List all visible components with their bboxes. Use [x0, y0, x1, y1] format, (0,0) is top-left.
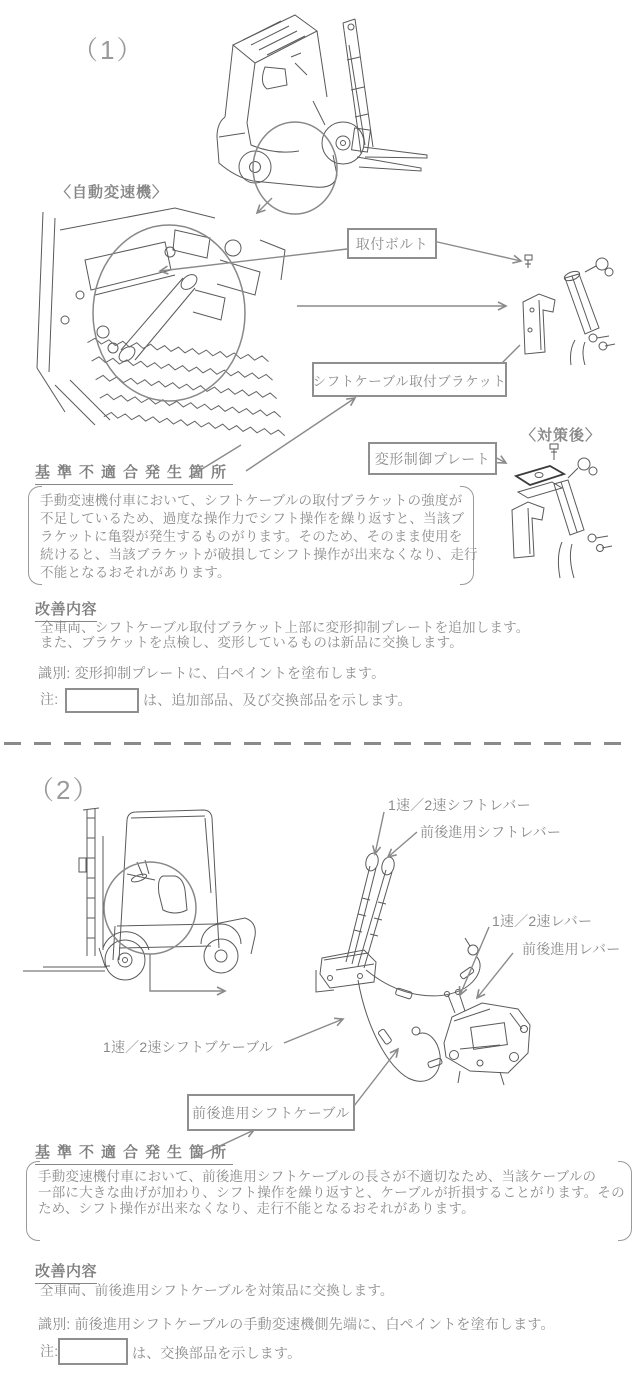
section-1-number: （1）	[72, 35, 145, 65]
forklift-side-view-illustration	[15, 798, 260, 998]
bracket-after-illustration	[498, 438, 618, 583]
automatic-transmission-label: 〈自動変速機〉	[56, 184, 169, 201]
lever-fr-label: 前後進用レバー	[522, 941, 621, 957]
bracket-before-illustration	[505, 250, 620, 365]
shift-cable-bracket-label: シフトケーブル取付ブラケット	[312, 373, 507, 389]
cable-12-label: 1速／2速シフトブケーブル	[103, 1039, 274, 1055]
legend-swatch-box	[65, 688, 139, 713]
nonconformity-line: 一部に大きな曲げが加わり、シフト操作を繰り返すと、ケーブルが折損することがります。その	[38, 1185, 625, 1200]
transmission-detail-illustration	[25, 200, 305, 445]
improvement-line: 全車両、前後進用シフトケーブルを対策品に交換します。	[40, 1283, 394, 1298]
cable-fr-label: 前後進用シフトケーブル	[192, 1104, 350, 1121]
improvement-line: 全車両、シフトケーブル取付ブラケット上部に変形抑制プレートを追加します。	[40, 620, 530, 635]
section-2-improvement-heading: 改善内容	[35, 1260, 97, 1284]
identification-note: 識別: 変形抑制プレートに、白ペイントを塗布します。	[38, 665, 386, 681]
section-2-number: （2）	[28, 775, 101, 805]
identification-note: 識別: 前後進用シフトケーブルの手動変速機側先端に、白ペイントを塗布します。	[38, 1316, 555, 1332]
section-2-nonconformity-block	[26, 1161, 632, 1241]
after-countermeasure-label: 〈対策後〉	[521, 427, 602, 444]
mounting-bolt-label: 取付ボルト	[355, 235, 429, 252]
nonconformity-line: 不能となるおそれがあります。	[40, 565, 231, 580]
note-suffix: は、追加部品、及び交換部品を示します。	[143, 692, 412, 708]
improvement-line: また、ブラケットを点検し、変形しているものは新品に交換します。	[40, 635, 463, 650]
note-prefix: 注:	[40, 1343, 59, 1359]
nonconformity-line: 不足しているため、過度な操作力でシフト操作を繰り返すと、当該ブ	[40, 511, 465, 526]
transmission-unit-illustration	[430, 985, 545, 1095]
deformation-plate-label: 変形制御プレート	[374, 450, 491, 467]
dashed-divider	[4, 742, 631, 745]
lever-12-label: 1速／2速レバー	[492, 913, 593, 929]
nonconformity-line: 手動変速機付車において、前後進用シフトケーブルの長さが不適切なため、当該ケーブルの	[38, 1169, 597, 1184]
lever-12-shift-arrow	[375, 812, 384, 854]
deformation-plate-callout-box	[368, 442, 497, 475]
note-prefix: 注:	[40, 691, 59, 707]
section-1-nonconformity-heading: 基準不適合発生箇所	[35, 461, 233, 485]
forklift-34-view-illustration	[195, 5, 440, 220]
section-1-nonconformity-block	[28, 486, 478, 585]
cable-fr-callout-box	[187, 1094, 355, 1131]
nonconformity-line: 手動変速機付車において、シフトケーブルの取付ブラケットの強度が	[40, 493, 463, 508]
nonconformity-line: 続けると、当該ブラケットが破損してシフト操作が出来なくなり、走行	[40, 547, 478, 562]
section-2-nonconformity-heading: 基準不適合発生箇所	[35, 1141, 233, 1165]
section-1-improvement-heading: 改善内容	[35, 598, 97, 622]
shift-cable-bracket-callout-box	[312, 362, 507, 397]
note-suffix: は、交換部品を示します。	[132, 1345, 302, 1361]
lever-12-shift-label: 1速／2速シフトレバー	[388, 797, 531, 813]
mounting-bolt-callout-box	[347, 228, 437, 259]
nonconformity-line: ラケットに亀裂が発生するものがります。そのため、そのまま使用を	[40, 529, 463, 544]
legend-swatch-box	[58, 1338, 128, 1365]
nonconformity-line: ため、シフト操作が出来なくなり、走行不能となるおそれがあります。	[38, 1201, 475, 1216]
lever-fr-shift-label: 前後進用シフトレバー	[420, 824, 562, 840]
